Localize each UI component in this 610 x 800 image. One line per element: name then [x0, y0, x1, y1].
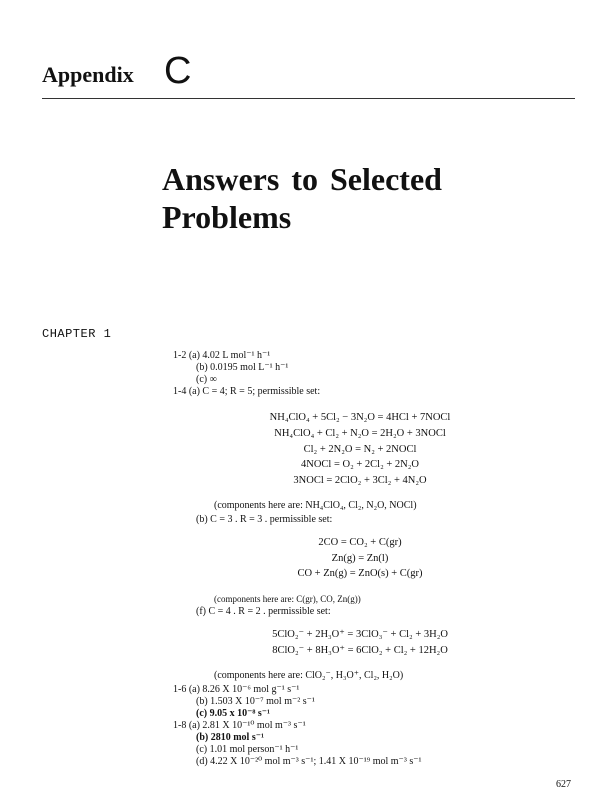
equation: Zn(g) = Zn(l) — [331, 553, 389, 564]
equation: NH₄ClO₄ + 5Cl₂ − 3N₂O = 4HCl + 7NOCl — [269, 412, 451, 423]
equation: 2CO = CO₂ + C(gr) — [318, 537, 402, 548]
components-note-1: (components here are: NH₄ClO₄, Cl₂, N₂O, NOCl) — [214, 500, 417, 511]
chapter-heading: CHAPTER 1 — [42, 327, 112, 341]
equation: NH₄ClO₄ + Cl₂ + N₂O = 2H₂O + 3NOCl — [274, 428, 446, 439]
page-number: 627 — [556, 779, 571, 790]
equation: 5ClO₂⁻ + 2H₃O⁺ = 3ClO₃⁻ + Cl₂ + 3H₂O — [272, 629, 448, 640]
equation: 4NOCl = O₂ + 2Cl₂ + 2N₂O — [300, 459, 419, 470]
answer-1-6a: 1-6 (a) 8.26 X 10⁻⁶ mol g⁻¹ s⁻¹ — [173, 684, 300, 695]
answer-1-6b: (b) 1.503 X 10⁻⁷ mol m⁻² s⁻¹ — [196, 696, 315, 707]
answer-1-8b: (b) 2810 mol s⁻¹ — [196, 732, 264, 743]
answer-1-8d: (d) 4.22 X 10⁻²⁰ mol m⁻³ s⁻¹; 1.41 X 10⁻¹⁹ mol m⁻³ s⁻¹ — [196, 756, 422, 767]
title-line-2: Problems — [162, 199, 292, 235]
answer-1-8a: 1-8 (a) 2.81 X 10⁻¹⁰ mol m⁻³ s⁻¹ — [173, 720, 306, 731]
answer-1-4b: (b) C = 3 . R = 3 . permissible set: — [196, 514, 333, 525]
appendix-letter: C — [164, 50, 192, 92]
answer-1-6c: (c) 9.05 x 10⁻⁸ s⁻¹ — [196, 708, 271, 719]
equation: Cl₂ + 2N₂O = N₂ + 2NOCl — [303, 444, 417, 455]
answer-1-2b: (b) 0.0195 mol L⁻¹ h⁻¹ — [196, 362, 289, 373]
equation: CO + Zn(g) = ZnO(s) + C(gr) — [297, 568, 423, 579]
components-note-2: (components here are: C(gr), CO, Zn(g)) — [214, 594, 361, 604]
appendix-label: Appendix — [42, 62, 134, 87]
page-title — [162, 160, 542, 236]
answer-1-8c: (c) 1.01 mol person⁻¹ h⁻¹ — [196, 744, 299, 755]
answer-1-4a: 1-4 (a) C = 4; R = 5; permissible set: — [173, 386, 321, 397]
answer-1-4f: (f) C = 4 . R = 2 . permissible set: — [196, 606, 331, 617]
components-note-3: (components here are: ClO₂⁻, H₃O⁺, Cl₂, H₂O) — [214, 670, 404, 681]
equation: 3NOCl = 2ClO₂ + 3Cl₂ + 4N₂O — [293, 475, 427, 486]
answer-1-2c: (c) ∞ — [196, 374, 217, 385]
header-rule — [42, 98, 575, 99]
answer-1-2a: 1-2 (a) 4.02 L mol⁻¹ h⁻¹ — [173, 350, 271, 361]
equation: 8ClO₂⁻ + 8H₃O⁺ = 6ClO₂ + Cl₂ + 12H₂O — [272, 645, 448, 656]
title-line-1: Answers to Selected — [162, 161, 442, 197]
